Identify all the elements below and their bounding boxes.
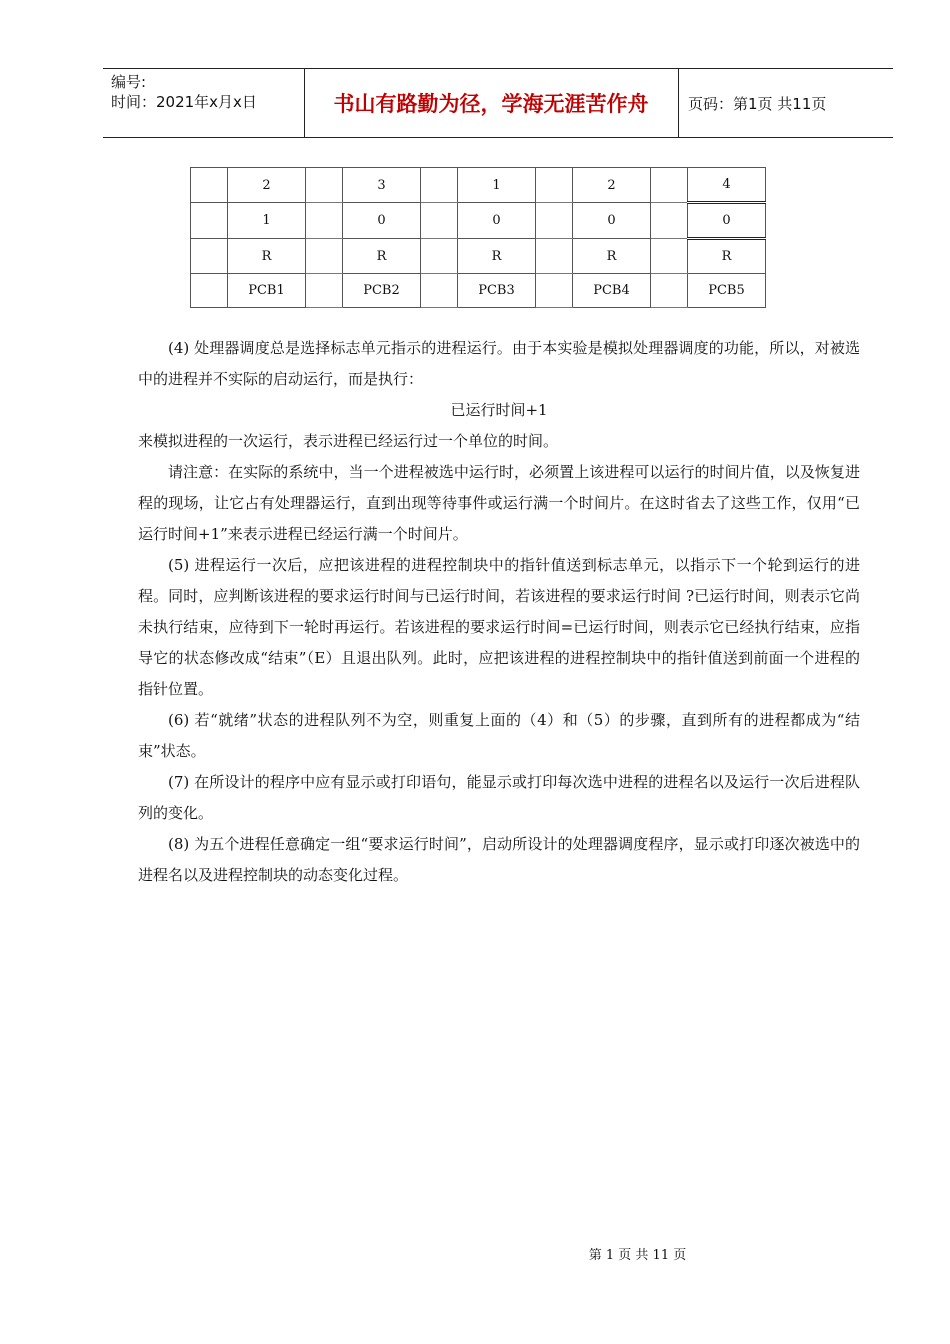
table-cell: R bbox=[573, 239, 651, 274]
paragraph-step-4: (4) 处理器调度总是选择标志单元指示的进程运行。由于本实验是模拟处理器调度的功能，所以，对被选中的进程并不实际的启动运行，而是执行： bbox=[138, 339, 860, 388]
table-row bbox=[191, 274, 766, 308]
table-spacer-cell bbox=[651, 203, 688, 239]
table-cell: PCB3 bbox=[458, 274, 536, 308]
footer-page-number: 第 1 页 共 11 页 bbox=[588, 1248, 687, 1263]
table-cell: 1 bbox=[228, 203, 306, 239]
table-cell: 3 bbox=[343, 168, 421, 203]
table-spacer-cell bbox=[191, 203, 228, 239]
table-cell: R bbox=[343, 239, 421, 274]
body-text bbox=[138, 333, 860, 891]
table-spacer-cell bbox=[306, 168, 343, 203]
table-cell: 2 bbox=[573, 168, 651, 203]
table-spacer-cell bbox=[421, 239, 458, 274]
paragraph-step-8: (8) 为五个进程任意确定一组“要求运行时间”，启动所设计的处理器调度程序，显示或打印逐次被选中的进程名以及进程控制块的动态变化过程。 bbox=[138, 835, 860, 884]
table-spacer-cell bbox=[651, 274, 688, 308]
serial-number-label: 编号: bbox=[111, 73, 147, 91]
pcb-queue-table bbox=[190, 167, 766, 308]
table-row bbox=[191, 203, 766, 239]
table-spacer-cell bbox=[651, 168, 688, 203]
table-spacer-cell bbox=[306, 203, 343, 239]
formula-line: 已运行时间+1 bbox=[450, 401, 548, 419]
page-footer bbox=[0, 1244, 950, 1263]
paragraph-step-7: (7) 在所设计的程序中应有显示或打印语句，能显示或打印每次选中进程的进程名以及运行一次后进程队列的变化。 bbox=[138, 773, 860, 822]
table-spacer-cell bbox=[536, 203, 573, 239]
table-spacer-cell bbox=[536, 274, 573, 308]
date-label: 时间：2021年x月x日 bbox=[111, 93, 257, 111]
paragraph-step-5: (5) 进程运行一次后，应把该进程的进程控制块中的指针值送到标志单元，以指示下一个轮到运行的进程。同时，应判断该进程的要求运行时间与已运行时间，若该进程的要求运行时间 ?已运行时间，则表示它尚未执行结束，应待到下一轮时再运行。若该进程的要求运行时间=已运行时间，则表示它已经执行结束，应指导它的状态修改成“结束”（E）且退出队列。此时，应把该进程的进程控制块中的指针值送到前面一个进程的指针位置。 bbox=[138, 556, 860, 698]
table-cell: 0 bbox=[458, 203, 536, 239]
table-cell: PCB2 bbox=[343, 274, 421, 308]
header-meta bbox=[111, 72, 257, 112]
table-spacer-cell bbox=[421, 203, 458, 239]
table-row bbox=[191, 168, 766, 203]
paragraph-step-6: (6) 若“就绪”状态的进程队列不为空，则重复上面的（4）和（5）的步骤，直到所有的进程都成为“结束”状态。 bbox=[138, 711, 860, 760]
paragraph-note: 请注意：在实际的系统中，当一个进程被选中运行时，必须置上该进程可以运行的时间片值，以及恢复进程的现场，让它占有处理器运行，直到出现等待事件或运行满一个时间片。在这时省去了这些工作，仅用“已运行时间+1”来表示进程已经运行满一个时间片。 bbox=[138, 463, 860, 543]
table-row bbox=[191, 239, 766, 274]
page-header bbox=[103, 68, 893, 138]
table-spacer-cell bbox=[536, 239, 573, 274]
table-cell: 4 bbox=[688, 168, 766, 203]
table-cell: R bbox=[688, 239, 766, 274]
table-spacer-cell bbox=[421, 168, 458, 203]
table-cell: 2 bbox=[228, 168, 306, 203]
table-spacer-cell bbox=[536, 168, 573, 203]
table-spacer-cell bbox=[191, 239, 228, 274]
table-cell: R bbox=[228, 239, 306, 274]
header-divider bbox=[678, 69, 679, 137]
table-cell: PCB1 bbox=[228, 274, 306, 308]
table-cell: 0 bbox=[343, 203, 421, 239]
table-cell: PCB4 bbox=[573, 274, 651, 308]
header-page-info: 页码：第1页 共11页 bbox=[688, 94, 827, 113]
table-spacer-cell bbox=[421, 274, 458, 308]
table-spacer-cell bbox=[651, 239, 688, 274]
paragraph-continuation: 来模拟进程的一次运行，表示进程已经运行过一个单位的时间。 bbox=[138, 432, 559, 450]
header-motto: 书山有路勤为径，学海无涯苦作舟 bbox=[333, 92, 649, 116]
table-cell: R bbox=[458, 239, 536, 274]
table-cell: 0 bbox=[573, 203, 651, 239]
table-spacer-cell bbox=[306, 239, 343, 274]
table-spacer-cell bbox=[306, 274, 343, 308]
table-spacer-cell bbox=[191, 168, 228, 203]
table-cell: 1 bbox=[458, 168, 536, 203]
table-spacer-cell bbox=[191, 274, 228, 308]
table-cell: PCB5 bbox=[688, 274, 766, 308]
table-cell: 0 bbox=[688, 203, 766, 239]
